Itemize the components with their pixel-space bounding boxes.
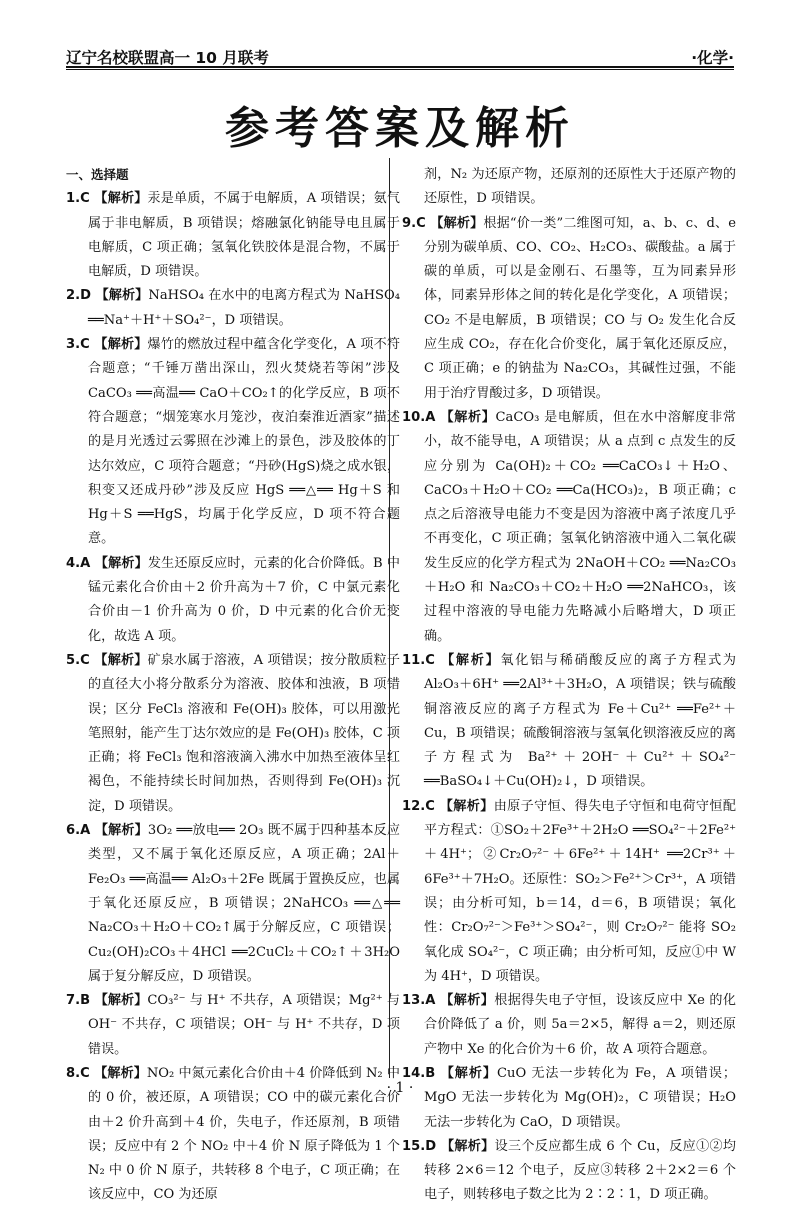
answer-key: 9.C 【解析】 [402, 215, 484, 231]
answer-key: 13.A 【解析】 [402, 993, 495, 1009]
left-column [66, 163, 400, 1208]
page-title: 参考答案及解析 [225, 103, 575, 154]
answer-item-11: 11.C 【解析】氧化铝与稀硝酸反应的离子方程式为 Al₂O₃＋6H⁺ ══2Al³⁺＋3H₂O，A 项错误；铁与硫酸铜溶液反应的离子方程式为 Fe＋Cu²⁺ ══Fe²⁺＋Cu，B 项错误；硫酸铜溶液与氢氧化钡溶液反应的离子方程式为 Ba²⁺＋2OH⁻＋Cu²⁺＋SO₄²⁻ ══BaSO₄↓＋Cu(OH)₂↓，D 项错误。 [402, 652, 736, 790]
answer-item-6: 6.A 【解析】3O₂ ══放电══ 2O₃ 既不属于四种基本反应类型，又不属于氧化还原反应，A 项正确；2Al＋Fe₂O₃ ══高温══ Al₂O₃＋2Fe 既属于置换反应，也属于氧化还原反应，B 项错误；2NaHCO₃ ══△══ Na₂CO₃＋H₂O＋CO₂↑属于分解反应，C 项错误；Cu₂(OH)₂CO₃＋4HCl ══2CuCl₂＋CO₂↑＋3H₂O 属于复分解反应，D 项错误。 [66, 823, 400, 984]
section-heading: 一、选择题 [66, 167, 129, 182]
answer-key: 12.C 【解析】 [402, 798, 494, 814]
answer-item-3: 3.C 【解析】爆竹的燃放过程中蕴含化学变化，A 项不符合题意；“千锤万凿出深山，烈火焚烧若等闲”涉及 CaCO₃ ══高温══ CaO＋CO₂↑的化学反应，B 项不符合题意；“烟笼寒水月笼沙，夜泊秦淮近酒家”描述的是月光透过云雾照在沙滩上的景色，涉及胶体的丁达尔效应，C 项符合题意；“丹砂(HgS)烧之成水银，积变又还成丹砂”涉及反应 HgS ══△══ Hg＋S 和 Hg＋S ══HgS，均属于化学反应，D 项不符合题意。 [66, 337, 400, 547]
answer-key: 6.A 【解析】 [66, 823, 148, 839]
answer-key: 2.D 【解析】 [66, 288, 149, 304]
answer-item-14: 14.B 【解析】CuO 无法一步转化为 Fe，A 项错误；MgO 无法一步转化为 Mg(OH)₂，C 项错误；H₂O 无法一步转化为 CaO，D 项错误。 [402, 1065, 737, 1130]
answer-key: 7.B 【解析】 [66, 993, 148, 1009]
answer-item-5: 5.C 【解析】矿泉水属于溶液，A 项错误；按分散质粒子的直径大小将分散系分为溶液、胶体和浊液，B 项错误；区分 FeCl₃ 溶液和 Fe(OH)₃ 胶体，可以用激光笔照射，能产生丁达尔效应的是 Fe(OH)₃ 胶体，C 项正确；将 FeCl₃ 饱和溶液滴入沸水中加热至液体呈红褐色，不能持续长时间加热，否则得到 Fe(OH)₃ 沉淀，D 项错误。 [66, 652, 400, 814]
answer-key: 5.C 【解析】 [66, 652, 148, 668]
exam-name: 辽宁名校联盟高一 10 月联考 [66, 49, 269, 67]
header-rule [66, 66, 734, 68]
right-column [402, 163, 736, 1208]
subject-label: ·化学· [691, 49, 734, 67]
answer-item-15: 15.D 【解析】设三个反应都生成 6 个 Cu，反应①②均转移 2×6＝12 个电子，反应③转移 2＋2×2＝6 个电子，则转移电子数之比为 2∶2∶1，D 项正确。 [402, 1138, 736, 1203]
answer-item-12: 12.C 【解析】由原子守恒、得失电子守恒和电荷守恒配平方程式：①SO₂＋2Fe³⁺＋2H₂O ══SO₄²⁻＋2Fe²⁺＋4H⁺；②Cr₂O₇²⁻＋6Fe²⁺＋14H⁺ ══2Cr³⁺＋6Fe³⁺＋7H₂O。还原性：SO₂＞Fe²⁺＞Cr³⁺，A 项错误；由分析可知，b＝14，d＝6，B 项错误；氧化性：Cr₂O₇²⁻＞Fe³⁺＞SO₄²⁻，则 Cr₂O₇²⁻ 能将 SO₂ 氧化成 SO₄²⁻，C 项正确；由分析可知，反应①中 W 为 4H⁺，D 项错误。 [402, 798, 736, 984]
answer-item-8-continued: 剂，N₂ 为还原产物，还原剂的还原性大于还原产物的还原性，D 项错误。 [424, 167, 736, 207]
page-header [66, 38, 734, 68]
answer-item-1: 1.C 【解析】汞是单质，不属于电解质，A 项错误；氨气属于非电解质，B 项错误；熔融氯化钠能导电且属于电解质，C 项正确；氢氧化铁胶体是混合物，不属于电解质，D 项错误。 [66, 191, 400, 280]
answer-item-13: 13.A 【解析】根据得失电子守恒，设该反应中 Xe 的化合价降低了 a 价，则 5a＝2×5，解得 a＝2，则还原产物中 Xe 的化合价为＋6 价，故 A 项符合题意。 [402, 993, 736, 1057]
answer-key: 10.A 【解析】 [402, 409, 496, 425]
answer-key: 8.C 【解析】 [66, 1065, 147, 1081]
column-divider [389, 158, 390, 1078]
answer-item-4: 4.A 【解析】发生还原反应时，元素的化合价降低。B 中锰元素化合价由＋2 价升高为＋7 价，C 中氯元素化合价由－1 价升高为 0 价，D 中元素的化合价无变化，故选 A 项。 [66, 555, 400, 644]
answer-key: 11.C 【解析】 [402, 652, 501, 668]
answer-key: 14.B 【解析】 [402, 1065, 497, 1081]
answer-item-2: 2.D 【解析】NaHSO₄ 在水中的电离方程式为 NaHSO₄ ══Na⁺＋H⁺＋SO₄²⁻，D 项错误。 [66, 288, 400, 328]
answer-key: 1.C 【解析】 [66, 191, 148, 207]
answer-key: 4.A 【解析】 [66, 555, 148, 571]
answer-key: 3.C 【解析】 [66, 337, 148, 353]
answer-item-9: 9.C 【解析】根据“价一类”二维图可知，a、b、c、d、e 分别为碳单质、CO、CO₂、H₂CO₃、碳酸盐。a 属于碳的单质，可以是金刚石、石墨等，互为同素异形体，同素异形体之间的转化是化学变化，A 项错误；CO₂ 不是电解质，B 项错误；CO 与 O₂ 发生化合反应生成 CO₂，存在化合价变化，属于氧化还原反应，C 项正确；e 的钠盐为 Na₂CO₃，其碱性过强，不能用于治疗胃酸过多，D 项错误。 [402, 215, 736, 401]
header-rule-thin [66, 69, 734, 70]
answer-item-7: 7.B 【解析】CO₃²⁻ 与 H⁺ 不共存，A 项错误；Mg²⁺ 与 OH⁻ 不共存，C 项错误；OH⁻ 与 H⁺ 不共存，D 项错误。 [66, 993, 400, 1057]
page-number: · 1 · [386, 1080, 414, 1096]
answer-item-8: 8.C 【解析】NO₂ 中氮元素化合价由＋4 价降低到 N₂ 中的 0 价，被还原，A 项错误；CO 中的碳元素化合价由＋2 价升高到＋4 价，失电子，作还原剂，B 项错误；反应中有 2 个 NO₂ 中＋4 价 N 原子降低为 1 个 N₂ 中 0 价 N 原子，共转移 8 个电子，C 项正确；在该反应中，CO 为还原 [66, 1065, 400, 1203]
answer-item-10: 10.A 【解析】CaCO₃ 是电解质，但在水中溶解度非常小，故不能导电，A 项错误；从 a 点到 c 点发生的反应分别为 Ca(OH)₂＋CO₂ ══CaCO₃↓＋H₂O、CaCO₃＋H₂O＋CO₂ ══Ca(HCO₃)₂，B 项正确；c 点之后溶液导电能力不变是因为溶液中离子浓度几乎不再变化，C 项正确；氢氧化钠溶液中通入二氧化碳发生反应的化学方程式为 2NaOH＋CO₂ ══Na₂CO₃＋H₂O 和 Na₂CO₃＋CO₂＋H₂O ══2NaHCO₃，该过程中溶液的导电能力先略减小后略增大，D 项正确。 [402, 409, 736, 644]
answer-key: 15.D 【解析】 [402, 1138, 495, 1154]
